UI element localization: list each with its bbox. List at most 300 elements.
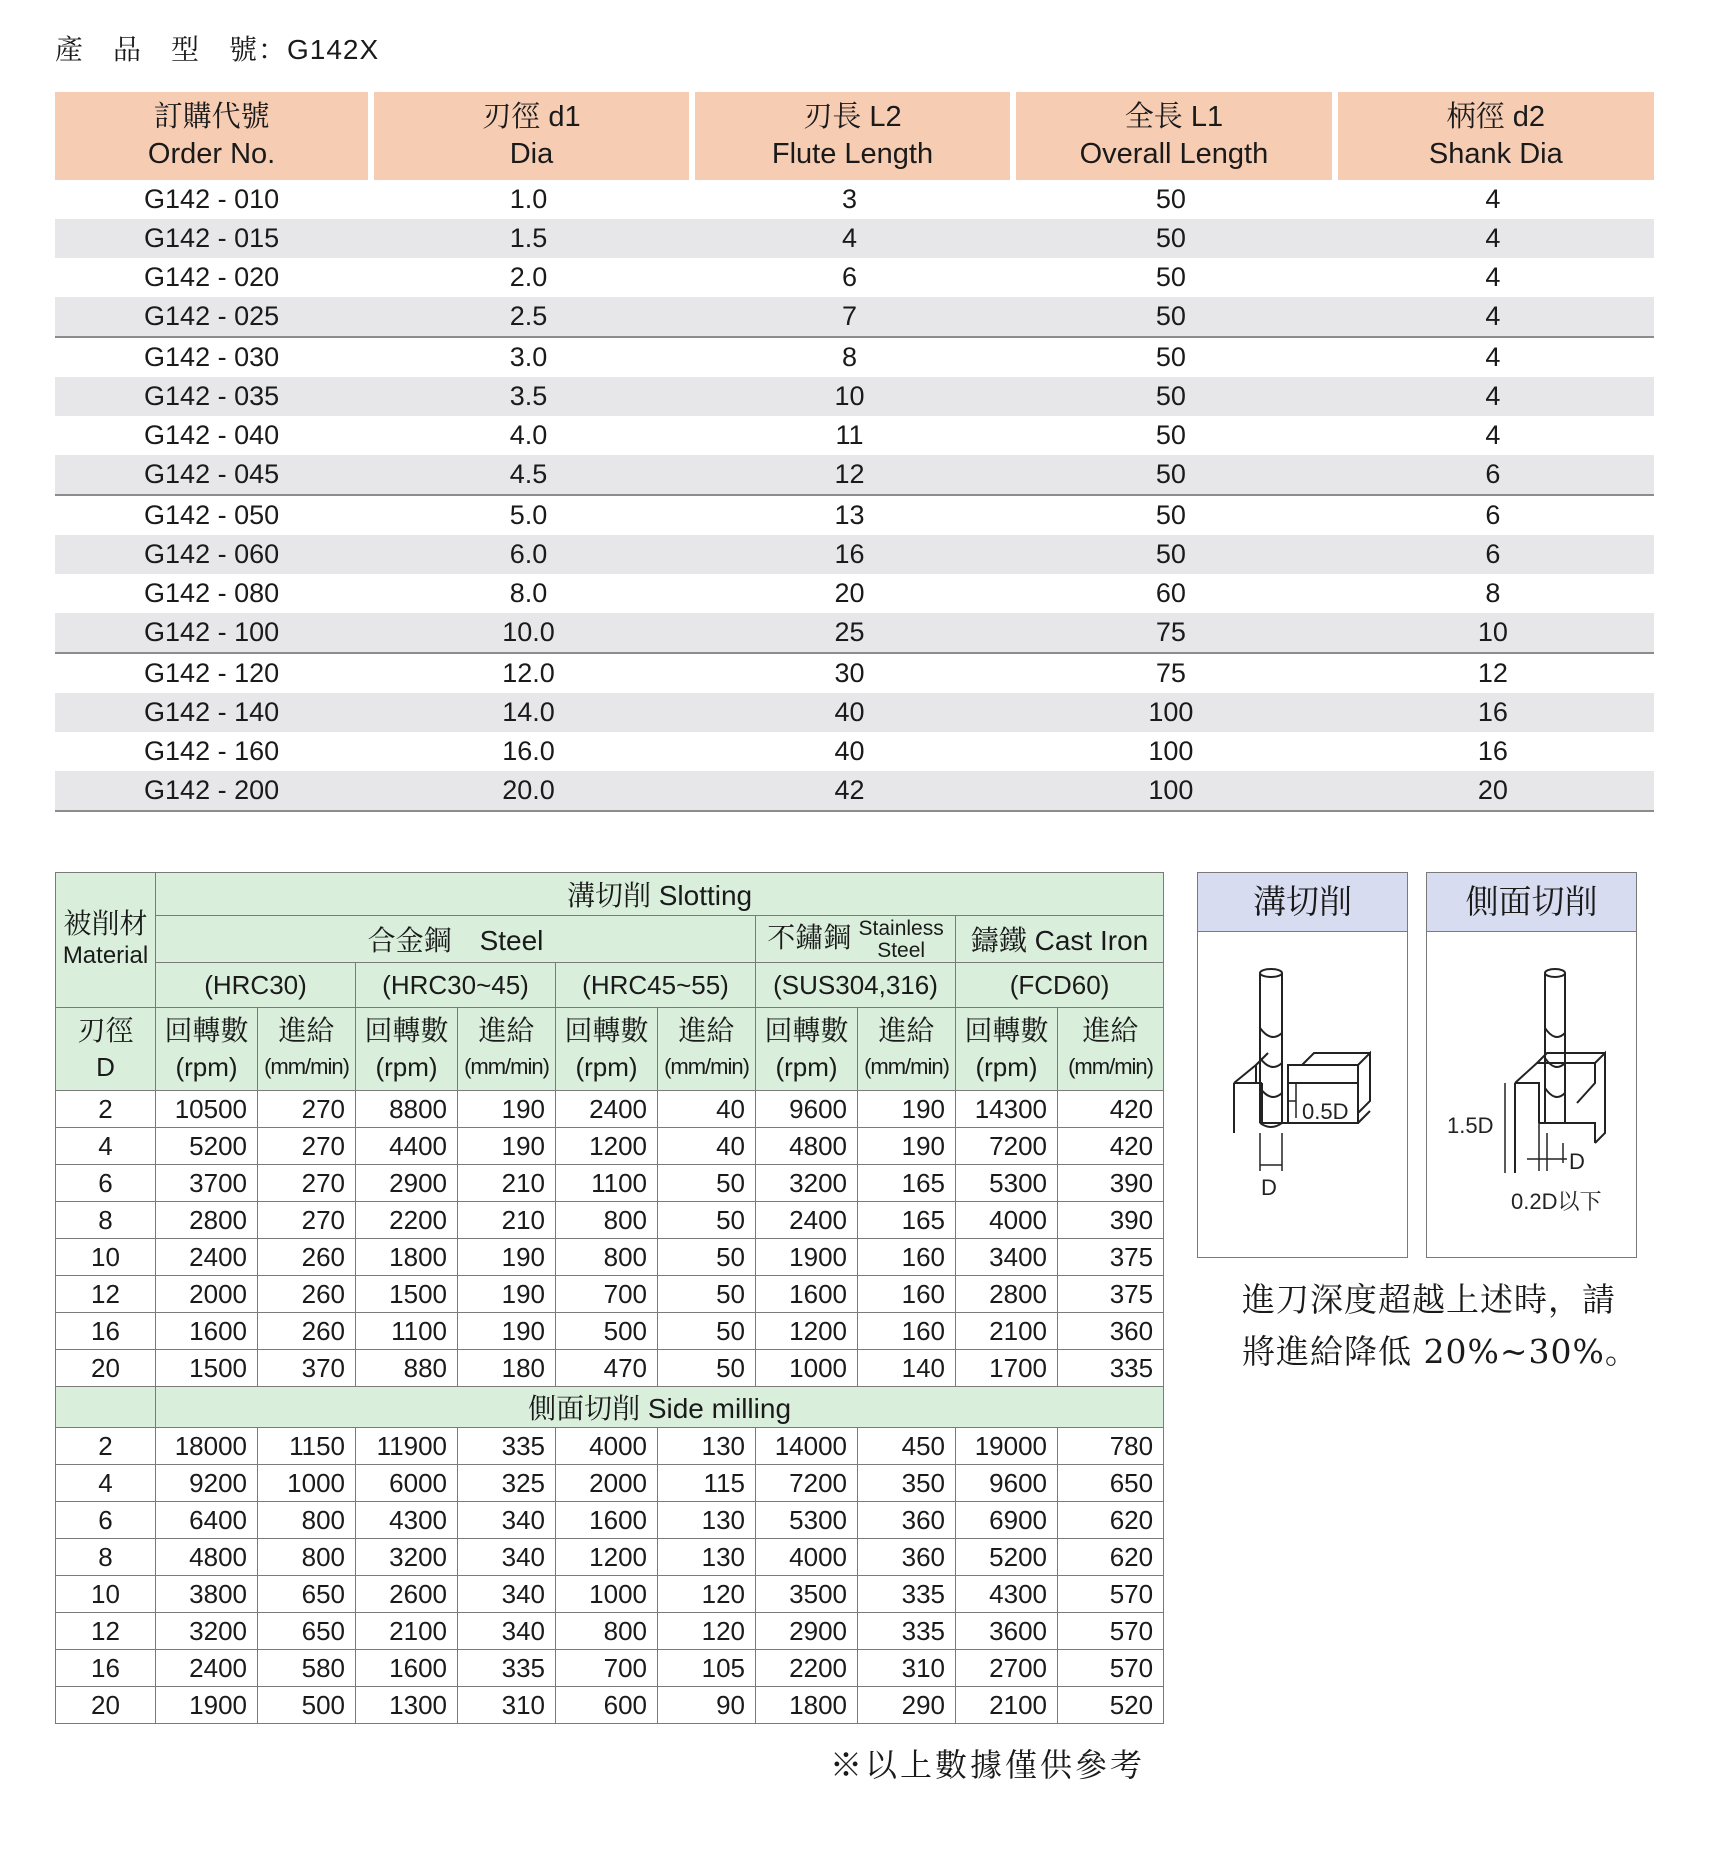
product-row xyxy=(55,693,1654,732)
stainless-title: 不鏽鋼 Stainless Steel xyxy=(756,916,956,963)
flute-length-cell: 6 xyxy=(841,262,857,292)
dia-value: 8 xyxy=(56,1539,156,1576)
rpm-value: 800 xyxy=(556,1613,658,1650)
feed-value: 130 xyxy=(658,1539,756,1576)
dia-cell: 2.0 xyxy=(509,262,548,292)
rpm-value: 2200 xyxy=(356,1202,458,1239)
dia-cell: 14.0 xyxy=(368,693,689,732)
rpm-value: 2600 xyxy=(356,1576,458,1613)
header-dia: 刃徑 d1 Dia xyxy=(368,92,689,180)
product-row xyxy=(55,180,1654,219)
rpm-value: 6000 xyxy=(356,1465,458,1502)
cutting-conditions-table xyxy=(55,872,1164,1724)
product-row xyxy=(55,377,1654,416)
feed-value: 130 xyxy=(658,1428,756,1465)
side-title-blank xyxy=(56,1387,156,1428)
flute-length-cell: 30 xyxy=(689,652,1010,693)
side-milling-row xyxy=(56,1428,1164,1465)
rpm-value: 7200 xyxy=(956,1128,1058,1165)
rpm-value: 1600 xyxy=(356,1650,458,1687)
feed-value: 190 xyxy=(458,1091,556,1128)
rpm-value: 2200 xyxy=(756,1650,858,1687)
feed-value: 190 xyxy=(858,1128,956,1165)
feed-header: 進給 (mm/min) xyxy=(658,1008,756,1091)
rpm-value: 5300 xyxy=(756,1502,858,1539)
shank-dia-cell: 4 xyxy=(1332,336,1654,377)
flute-length-cell: 3 xyxy=(841,184,857,214)
overall-length-cell: 50 xyxy=(1155,420,1186,450)
feed-value: 160 xyxy=(858,1313,956,1350)
feed-value: 50 xyxy=(658,1313,756,1350)
reference-note: ※以上數據僅供參考 xyxy=(830,1746,1146,1784)
feed-value: 310 xyxy=(458,1687,556,1724)
feed-value: 190 xyxy=(458,1128,556,1165)
shank-dia-cell: 4 xyxy=(1332,297,1654,336)
side-milling-diagram xyxy=(1426,872,1637,1258)
overall-length-cell: 60 xyxy=(1155,578,1186,608)
dia-cell: 10.0 xyxy=(368,613,689,652)
feed-value: 50 xyxy=(658,1239,756,1276)
feed-value: 650 xyxy=(1058,1465,1164,1502)
rpm-value: 9600 xyxy=(956,1465,1058,1502)
rpm-header: 回轉數 (rpm) xyxy=(356,1008,458,1091)
dia-value: 6 xyxy=(56,1165,156,1202)
rpm-value: 2800 xyxy=(956,1276,1058,1313)
rpm-value: 500 xyxy=(556,1313,658,1350)
order-no-cell: G142 - 020 xyxy=(144,262,280,292)
feed-value: 570 xyxy=(1058,1613,1164,1650)
side-milling-title: 側面切削 Side milling xyxy=(156,1387,1164,1428)
feed-value: 500 xyxy=(258,1687,356,1724)
rpm-value: 2400 xyxy=(156,1650,258,1687)
flute-length-cell: 25 xyxy=(689,613,1010,652)
order-no-cell: G142 - 140 xyxy=(55,693,368,732)
slotting-row xyxy=(56,1091,1164,1128)
feed-value: 190 xyxy=(458,1276,556,1313)
rpm-value: 1200 xyxy=(756,1313,858,1350)
feed-value: 190 xyxy=(458,1239,556,1276)
side-milling-row xyxy=(56,1650,1164,1687)
rpm-value: 19000 xyxy=(956,1428,1058,1465)
feed-value: 650 xyxy=(258,1613,356,1650)
feed-value: 360 xyxy=(858,1539,956,1576)
product-row xyxy=(55,416,1654,455)
order-no-cell: G142 - 035 xyxy=(55,377,368,416)
feed-value: 350 xyxy=(858,1465,956,1502)
feed-value: 1150 xyxy=(258,1428,356,1465)
rpm-value: 1200 xyxy=(556,1539,658,1576)
rpm-value: 4000 xyxy=(756,1539,858,1576)
dia-cell: 16.0 xyxy=(502,736,555,766)
order-no-cell: G142 - 100 xyxy=(55,613,368,652)
grade-hrc30: (HRC30) xyxy=(156,963,356,1008)
shank-dia-cell: 4 xyxy=(1485,420,1501,450)
rpm-value: 1100 xyxy=(356,1313,458,1350)
side-width-label: 0.2D以下 xyxy=(1511,1189,1602,1214)
feed-value: 650 xyxy=(258,1576,356,1613)
rpm-value: 1200 xyxy=(556,1128,658,1165)
feed-header: 進給 (mm/min) xyxy=(858,1008,956,1091)
advice-line-1: 進刀深度超越上述時，請 xyxy=(1242,1280,1616,1319)
rpm-value: 2400 xyxy=(156,1239,258,1276)
order-no-cell: G142 - 040 xyxy=(144,420,280,450)
rpm-value: 1600 xyxy=(156,1313,258,1350)
feed-value: 325 xyxy=(458,1465,556,1502)
dia-cell: 5.0 xyxy=(368,494,689,535)
feed-header: 進給 (mm/min) xyxy=(1058,1008,1164,1091)
slot-depth-label: 0.5D xyxy=(1302,1099,1349,1124)
product-row xyxy=(55,494,1654,535)
order-no-cell: G142 - 050 xyxy=(55,494,368,535)
feed-value: 335 xyxy=(858,1613,956,1650)
product-row xyxy=(55,455,1654,494)
rpm-value: 2900 xyxy=(356,1165,458,1202)
shank-dia-cell: 6 xyxy=(1332,535,1654,574)
rpm-value: 2400 xyxy=(756,1202,858,1239)
rpm-value: 1800 xyxy=(356,1239,458,1276)
product-table-body xyxy=(55,180,1654,812)
feed-value: 340 xyxy=(458,1613,556,1650)
rpm-value: 14300 xyxy=(956,1091,1058,1128)
feed-value: 390 xyxy=(1058,1165,1164,1202)
flute-length-cell: 11 xyxy=(835,420,864,450)
rpm-value: 2000 xyxy=(556,1465,658,1502)
feed-value: 1000 xyxy=(258,1465,356,1502)
feed-header: 進給 (mm/min) xyxy=(258,1008,356,1091)
flute-length-cell: 40 xyxy=(689,693,1010,732)
dia-value: 20 xyxy=(56,1687,156,1724)
rpm-value: 2900 xyxy=(756,1613,858,1650)
slotting-title-row xyxy=(56,873,1164,916)
slotting-row xyxy=(56,1276,1164,1313)
overall-length-cell: 50 xyxy=(1010,297,1331,336)
rpm-value: 4400 xyxy=(356,1128,458,1165)
dia-cell: 2.5 xyxy=(368,297,689,336)
rpm-value: 2100 xyxy=(956,1313,1058,1350)
flute-length-cell: 42 xyxy=(689,771,1010,812)
dia-cell: 6.0 xyxy=(368,535,689,574)
order-no-cell: G142 - 160 xyxy=(144,736,280,766)
rpm-value: 18000 xyxy=(156,1428,258,1465)
rpm-header: 回轉數 (rpm) xyxy=(956,1008,1058,1091)
dia-cell: 4.0 xyxy=(509,420,548,450)
rpm-value: 880 xyxy=(356,1350,458,1387)
flute-length-cell: 40 xyxy=(834,736,865,766)
order-no-cell: G142 - 045 xyxy=(55,455,368,494)
header-flute-length: 刃長 L2 Flute Length xyxy=(689,92,1010,180)
feed-value: 335 xyxy=(458,1650,556,1687)
dia-value: 10 xyxy=(56,1576,156,1613)
order-no-cell: G142 - 080 xyxy=(144,578,280,608)
side-milling-row xyxy=(56,1465,1164,1502)
feed-value: 570 xyxy=(1058,1576,1164,1613)
side-dia-label: D xyxy=(1569,1149,1585,1174)
rpm-value: 600 xyxy=(556,1687,658,1724)
slotting-row xyxy=(56,1165,1164,1202)
dia-cell: 3.5 xyxy=(368,377,689,416)
header-shank-dia: 柄徑 d2 Shank Dia xyxy=(1332,92,1654,180)
shank-dia-cell: 20 xyxy=(1332,771,1654,812)
slotting-diagram-title: 溝切削 xyxy=(1198,873,1407,932)
feed-value: 165 xyxy=(858,1165,956,1202)
feed-value: 270 xyxy=(258,1128,356,1165)
overall-length-cell: 50 xyxy=(1010,219,1331,258)
slot-dia-label: D xyxy=(1261,1175,1277,1200)
feed-value: 190 xyxy=(858,1091,956,1128)
feed-value: 340 xyxy=(458,1539,556,1576)
feed-value: 165 xyxy=(858,1202,956,1239)
dia-value: 20 xyxy=(56,1350,156,1387)
shank-dia-cell: 4 xyxy=(1332,377,1654,416)
rpm-value: 9200 xyxy=(156,1465,258,1502)
feed-value: 50 xyxy=(658,1202,756,1239)
slotting-row xyxy=(56,1313,1164,1350)
feed-value: 390 xyxy=(1058,1202,1164,1239)
product-row xyxy=(55,652,1654,693)
overall-length-cell: 100 xyxy=(1148,736,1194,766)
slotting-row xyxy=(56,1350,1164,1387)
dia-value: 4 xyxy=(56,1128,156,1165)
rpm-value: 1100 xyxy=(556,1165,658,1202)
dia-value: 12 xyxy=(56,1613,156,1650)
feed-value: 780 xyxy=(1058,1428,1164,1465)
flute-length-cell: 4 xyxy=(689,219,1010,258)
feed-value: 120 xyxy=(658,1576,756,1613)
overall-length-cell: 50 xyxy=(1010,494,1331,535)
rpm-value: 14000 xyxy=(756,1428,858,1465)
rpm-value: 10500 xyxy=(156,1091,258,1128)
feed-value: 335 xyxy=(858,1576,956,1613)
slotting-diagram xyxy=(1197,872,1408,1258)
slotting-row xyxy=(56,1128,1164,1165)
feed-value: 210 xyxy=(458,1202,556,1239)
rpm-value: 6400 xyxy=(156,1502,258,1539)
feed-value: 270 xyxy=(258,1202,356,1239)
flute-length-cell: 20 xyxy=(834,578,865,608)
side-milling-row xyxy=(56,1613,1164,1650)
product-row xyxy=(55,258,1654,297)
rpm-value: 1000 xyxy=(556,1576,658,1613)
rpm-value: 2100 xyxy=(956,1687,1058,1724)
dia-header: 刃徑 D xyxy=(56,1008,156,1091)
dia-value: 8 xyxy=(56,1202,156,1239)
order-no-cell: G142 - 120 xyxy=(55,652,368,693)
material-group-row xyxy=(56,916,1164,963)
rpm-header: 回轉數 (rpm) xyxy=(156,1008,258,1091)
feed-value: 40 xyxy=(658,1091,756,1128)
rpm-value: 4000 xyxy=(956,1202,1058,1239)
feed-value: 140 xyxy=(858,1350,956,1387)
product-row xyxy=(55,336,1654,377)
overall-length-cell: 100 xyxy=(1010,693,1331,732)
overall-length-cell: 75 xyxy=(1010,613,1331,652)
header-order-no: 訂購代號 Order No. xyxy=(55,92,368,180)
rpm-value: 1500 xyxy=(356,1276,458,1313)
side-milling-row xyxy=(56,1687,1164,1724)
feed-value: 290 xyxy=(858,1687,956,1724)
rpm-value: 5200 xyxy=(156,1128,258,1165)
shank-dia-cell: 12 xyxy=(1332,652,1654,693)
side-depth-label: 1.5D xyxy=(1447,1113,1494,1138)
rpm-value: 470 xyxy=(556,1350,658,1387)
rpm-value: 3200 xyxy=(156,1613,258,1650)
shank-dia-cell: 10 xyxy=(1332,613,1654,652)
rpm-value: 1800 xyxy=(756,1687,858,1724)
feed-value: 340 xyxy=(458,1576,556,1613)
rpm-header: 回轉數 (rpm) xyxy=(556,1008,658,1091)
product-row xyxy=(55,732,1654,771)
feed-value: 335 xyxy=(458,1428,556,1465)
rpm-value: 8800 xyxy=(356,1091,458,1128)
feed-value: 115 xyxy=(658,1465,756,1502)
side-milling-title-row xyxy=(56,1387,1164,1428)
feed-value: 310 xyxy=(858,1650,956,1687)
dia-cell: 4.5 xyxy=(368,455,689,494)
overall-length-cell: 50 xyxy=(1155,262,1186,292)
feed-value: 420 xyxy=(1058,1091,1164,1128)
rpm-value: 3400 xyxy=(956,1239,1058,1276)
flute-length-cell: 8 xyxy=(689,336,1010,377)
rpm-value: 7200 xyxy=(756,1465,858,1502)
shank-dia-cell: 16 xyxy=(1477,736,1508,766)
feed-value: 210 xyxy=(458,1165,556,1202)
dia-value: 2 xyxy=(56,1091,156,1128)
shank-dia-cell: 6 xyxy=(1332,494,1654,535)
slotting-illustration xyxy=(1198,933,1407,1255)
dia-value: 12 xyxy=(56,1276,156,1313)
grade-sus: (SUS304,316) xyxy=(756,963,956,1008)
feed-value: 160 xyxy=(858,1276,956,1313)
feed-value: 260 xyxy=(258,1313,356,1350)
feed-value: 120 xyxy=(658,1613,756,1650)
grade-hrc30-45: (HRC30~45) xyxy=(356,963,556,1008)
rpm-value: 2700 xyxy=(956,1650,1058,1687)
feed-value: 335 xyxy=(1058,1350,1164,1387)
product-row xyxy=(55,771,1654,812)
order-no-cell: G142 - 030 xyxy=(55,336,368,377)
rpm-value: 3800 xyxy=(156,1576,258,1613)
rpm-header: 回轉數 (rpm) xyxy=(756,1008,858,1091)
side-milling-row xyxy=(56,1539,1164,1576)
feed-value: 160 xyxy=(858,1239,956,1276)
feed-value: 50 xyxy=(658,1165,756,1202)
feed-value: 360 xyxy=(1058,1313,1164,1350)
flute-length-cell: 13 xyxy=(689,494,1010,535)
shank-dia-cell: 6 xyxy=(1332,455,1654,494)
product-row xyxy=(55,613,1654,652)
product-table-header-row xyxy=(55,92,1654,180)
rpm-value: 4300 xyxy=(956,1576,1058,1613)
shank-dia-cell: 4 xyxy=(1485,184,1501,214)
material-header: 被削材 Material xyxy=(56,873,156,1008)
feed-value: 130 xyxy=(658,1502,756,1539)
rpm-value: 3200 xyxy=(356,1539,458,1576)
dia-cell: 12.0 xyxy=(368,652,689,693)
feed-value: 570 xyxy=(1058,1650,1164,1687)
rpm-value: 800 xyxy=(556,1239,658,1276)
feed-value: 40 xyxy=(658,1128,756,1165)
rpm-value: 2000 xyxy=(156,1276,258,1313)
rpm-value: 1900 xyxy=(156,1687,258,1724)
flute-length-cell: 16 xyxy=(689,535,1010,574)
feed-value: 370 xyxy=(258,1350,356,1387)
feed-value: 520 xyxy=(1058,1687,1164,1724)
rpm-value: 1500 xyxy=(156,1350,258,1387)
steel-title: 合金鋼 Steel xyxy=(156,916,756,963)
overall-length-cell: 50 xyxy=(1010,377,1331,416)
order-no-cell: G142 - 200 xyxy=(55,771,368,812)
rpm-value: 1700 xyxy=(956,1350,1058,1387)
order-no-cell: G142 - 010 xyxy=(144,184,280,214)
product-row xyxy=(55,297,1654,336)
rpm-value: 1900 xyxy=(756,1239,858,1276)
feed-value: 270 xyxy=(258,1165,356,1202)
unit-header-row xyxy=(56,1008,1164,1091)
feed-value: 360 xyxy=(858,1502,956,1539)
overall-length-cell: 50 xyxy=(1010,455,1331,494)
rpm-value: 1000 xyxy=(756,1350,858,1387)
feed-value: 50 xyxy=(658,1276,756,1313)
rpm-value: 2400 xyxy=(556,1091,658,1128)
rpm-value: 2800 xyxy=(156,1202,258,1239)
rpm-value: 800 xyxy=(556,1202,658,1239)
feed-value: 90 xyxy=(658,1687,756,1724)
rpm-value: 4300 xyxy=(356,1502,458,1539)
slotting-row xyxy=(56,1202,1164,1239)
dia-cell: 1.0 xyxy=(509,184,548,214)
dia-value: 16 xyxy=(56,1313,156,1350)
overall-length-cell: 75 xyxy=(1010,652,1331,693)
feed-value: 260 xyxy=(258,1276,356,1313)
cutting-table-body xyxy=(56,873,1164,1724)
rpm-value: 5200 xyxy=(956,1539,1058,1576)
rpm-value: 1600 xyxy=(556,1502,658,1539)
feed-value: 450 xyxy=(858,1428,956,1465)
order-no-cell: G142 - 015 xyxy=(55,219,368,258)
feed-value: 190 xyxy=(458,1313,556,1350)
rpm-value: 3500 xyxy=(756,1576,858,1613)
product-model-label: 產 品 型 號：G142X xyxy=(55,34,380,65)
side-milling-diagram-title: 側面切削 xyxy=(1427,873,1636,932)
overall-length-cell: 50 xyxy=(1010,535,1331,574)
feed-value: 270 xyxy=(258,1091,356,1128)
overall-length-cell: 50 xyxy=(1010,336,1331,377)
flute-length-cell: 10 xyxy=(689,377,1010,416)
feed-advice xyxy=(1242,1274,1639,1378)
feed-value: 800 xyxy=(258,1539,356,1576)
feed-value: 420 xyxy=(1058,1128,1164,1165)
rpm-value: 4800 xyxy=(756,1128,858,1165)
rpm-value: 5300 xyxy=(956,1165,1058,1202)
shank-dia-cell: 4 xyxy=(1485,262,1501,292)
flute-length-cell: 12 xyxy=(689,455,1010,494)
rpm-value: 2100 xyxy=(356,1613,458,1650)
side-milling-row xyxy=(56,1502,1164,1539)
rpm-value: 11900 xyxy=(356,1428,458,1465)
advice-line-2: 將進給降低 20%~30%。 xyxy=(1242,1332,1639,1371)
feed-value: 260 xyxy=(258,1239,356,1276)
feed-value: 105 xyxy=(658,1650,756,1687)
slotting-row xyxy=(56,1239,1164,1276)
rpm-value: 6900 xyxy=(956,1502,1058,1539)
shank-dia-cell: 16 xyxy=(1332,693,1654,732)
side-milling-row xyxy=(56,1576,1164,1613)
flute-length-cell: 7 xyxy=(689,297,1010,336)
rpm-value: 700 xyxy=(556,1276,658,1313)
order-no-cell: G142 - 060 xyxy=(55,535,368,574)
rpm-value: 1300 xyxy=(356,1687,458,1724)
feed-value: 800 xyxy=(258,1502,356,1539)
